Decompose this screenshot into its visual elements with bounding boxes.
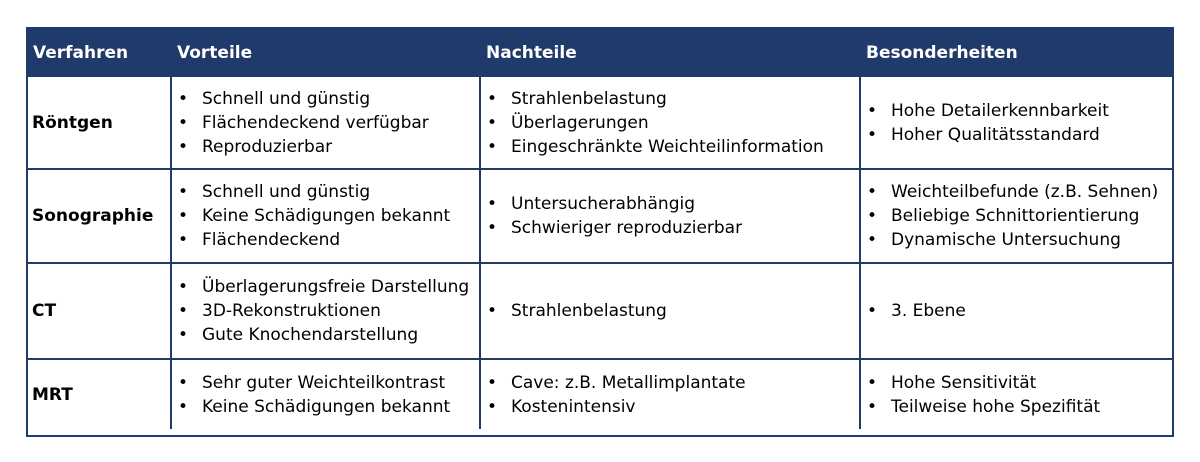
list-item — [861, 299, 1172, 323]
bullet-list — [861, 371, 1172, 419]
bullet-icon: • — [867, 396, 878, 417]
list-item — [481, 135, 859, 159]
cell-besonderheiten — [860, 263, 1172, 359]
cell-nachteile — [480, 263, 860, 359]
list-item-text: 3. Ebene — [891, 301, 966, 321]
list-item — [481, 371, 859, 395]
cell-vorteile — [171, 169, 480, 263]
bullet-icon: • — [487, 301, 498, 321]
list-item-text: Eingeschränkte Weichteilinformation — [511, 136, 824, 157]
list-item-text: Strahlenbelastung — [511, 301, 667, 321]
list-item — [481, 216, 859, 240]
list-item — [861, 228, 1172, 252]
cell-vorteile — [171, 77, 480, 169]
bullet-icon: • — [867, 206, 878, 226]
cell-verfahren: Röntgen — [32, 112, 113, 133]
cell-nachteile — [480, 77, 860, 169]
list-item-text: Cave: z.B. Metallimplantate — [511, 372, 746, 393]
header-row — [28, 29, 1172, 77]
bullet-icon: • — [487, 218, 498, 238]
list-item — [172, 323, 479, 347]
list-item — [861, 180, 1172, 204]
list-item-text: Untersucherabhängig — [511, 194, 696, 214]
list-item — [861, 371, 1172, 395]
table-row — [28, 169, 1172, 263]
bullet-list — [172, 87, 479, 159]
list-item-text: Hohe Sensitivität — [891, 372, 1037, 393]
list-item — [481, 111, 859, 135]
list-item — [172, 180, 479, 204]
bullet-icon: • — [178, 230, 189, 250]
cell-vorteile — [171, 263, 480, 359]
list-item — [172, 395, 479, 419]
list-item-text: Dynamische Untersuchung — [891, 230, 1121, 250]
bullet-icon: • — [178, 206, 189, 226]
list-item — [172, 371, 479, 395]
bullet-icon: • — [867, 100, 878, 121]
table-row — [28, 77, 1172, 169]
bullet-icon: • — [178, 112, 189, 133]
cell-vorteile — [171, 359, 480, 429]
list-item — [172, 111, 479, 135]
bullet-icon: • — [487, 112, 498, 133]
list-item-text: Flächendeckend verfügbar — [202, 112, 429, 133]
list-item-text: Hohe Detailerkennbarkeit — [891, 100, 1109, 121]
list-item — [172, 204, 479, 228]
comparison-table-frame — [26, 27, 1174, 437]
list-item-text: Hoher Qualitätsstandard — [891, 124, 1100, 145]
list-item — [172, 135, 479, 159]
list-item-text: Flächendeckend — [202, 230, 341, 250]
list-item-text: 3D-Rekonstruktionen — [202, 301, 381, 321]
bullet-icon: • — [487, 396, 498, 417]
bullet-icon: • — [867, 230, 878, 250]
cell-besonderheiten — [860, 169, 1172, 263]
list-item — [861, 123, 1172, 147]
header-vorteile: Vorteile — [171, 29, 480, 77]
cell-verfahren: Sonographie — [28, 169, 171, 263]
bullet-icon: • — [178, 277, 189, 297]
bullet-icon: • — [487, 372, 498, 393]
list-item-text: Teilweise hohe Spezifität — [891, 396, 1101, 417]
list-item-text: Keine Schädigungen bekannt — [202, 396, 451, 417]
cell-verfahren: CT — [28, 263, 171, 359]
list-item-text: Schnell und günstig — [202, 88, 371, 109]
list-item — [481, 299, 859, 323]
list-item — [861, 99, 1172, 123]
bullet-icon: • — [178, 325, 189, 345]
bullet-list — [861, 99, 1172, 147]
cell-nachteile — [480, 169, 860, 263]
bullet-list — [172, 371, 479, 419]
list-item — [481, 395, 859, 419]
bullet-icon: • — [487, 88, 498, 109]
list-item — [861, 204, 1172, 228]
table-row — [28, 263, 1172, 359]
cell-nachteile — [480, 359, 860, 429]
cell-besonderheiten — [860, 77, 1172, 169]
list-item-text: Gute Knochendarstellung — [202, 325, 419, 345]
bullet-list — [481, 371, 859, 419]
list-item-text: Schwieriger reproduzierbar — [511, 218, 743, 238]
bullet-icon: • — [867, 182, 878, 202]
list-item-text: Weichteilbefunde (z.B. Sehnen) — [891, 182, 1159, 202]
bullet-icon: • — [178, 396, 189, 417]
list-item — [172, 228, 479, 252]
bullet-icon: • — [487, 194, 498, 214]
list-item-text: Kostenintensiv — [511, 396, 636, 417]
bullet-list — [481, 299, 859, 323]
bullet-icon: • — [867, 124, 878, 145]
bullet-icon: • — [178, 301, 189, 321]
bullet-icon: • — [178, 88, 189, 109]
bullet-icon: • — [487, 136, 498, 157]
list-item-text: Reproduzierbar — [202, 136, 333, 157]
bullet-list — [172, 275, 479, 347]
list-item — [481, 87, 859, 111]
list-item-text: Keine Schädigungen bekannt — [202, 206, 451, 226]
header-besonderheiten: Besonderheiten — [860, 29, 1172, 77]
list-item — [861, 395, 1172, 419]
bullet-list — [861, 180, 1172, 252]
header-nachteile: Nachteile — [480, 29, 860, 77]
list-item-text: Überlagerungen — [511, 112, 649, 133]
cell-besonderheiten — [860, 359, 1172, 429]
list-item-text: Strahlenbelastung — [511, 88, 667, 109]
list-item — [172, 275, 479, 299]
bullet-icon: • — [178, 136, 189, 157]
list-item-text: Überlagerungsfreie Darstellung — [202, 277, 470, 297]
bullet-icon: • — [178, 372, 189, 393]
list-item-text: Sehr guter Weichteilkontrast — [202, 372, 446, 393]
bullet-icon: • — [867, 372, 878, 393]
bullet-list — [481, 192, 859, 240]
list-item — [481, 192, 859, 216]
list-item-text: Beliebige Schnittorientierung — [891, 206, 1140, 226]
cell-verfahren: MRT — [28, 359, 171, 429]
comparison-table — [28, 29, 1172, 429]
list-item — [172, 299, 479, 323]
bullet-list — [481, 87, 859, 159]
table-row — [28, 359, 1172, 429]
bullet-list — [172, 180, 479, 252]
list-item-text: Schnell und günstig — [202, 182, 371, 202]
bullet-icon: • — [867, 301, 878, 321]
list-item — [172, 87, 479, 111]
bullet-list — [861, 299, 1172, 323]
bullet-icon: • — [178, 182, 189, 202]
header-verfahren: Verfahren — [28, 29, 171, 77]
